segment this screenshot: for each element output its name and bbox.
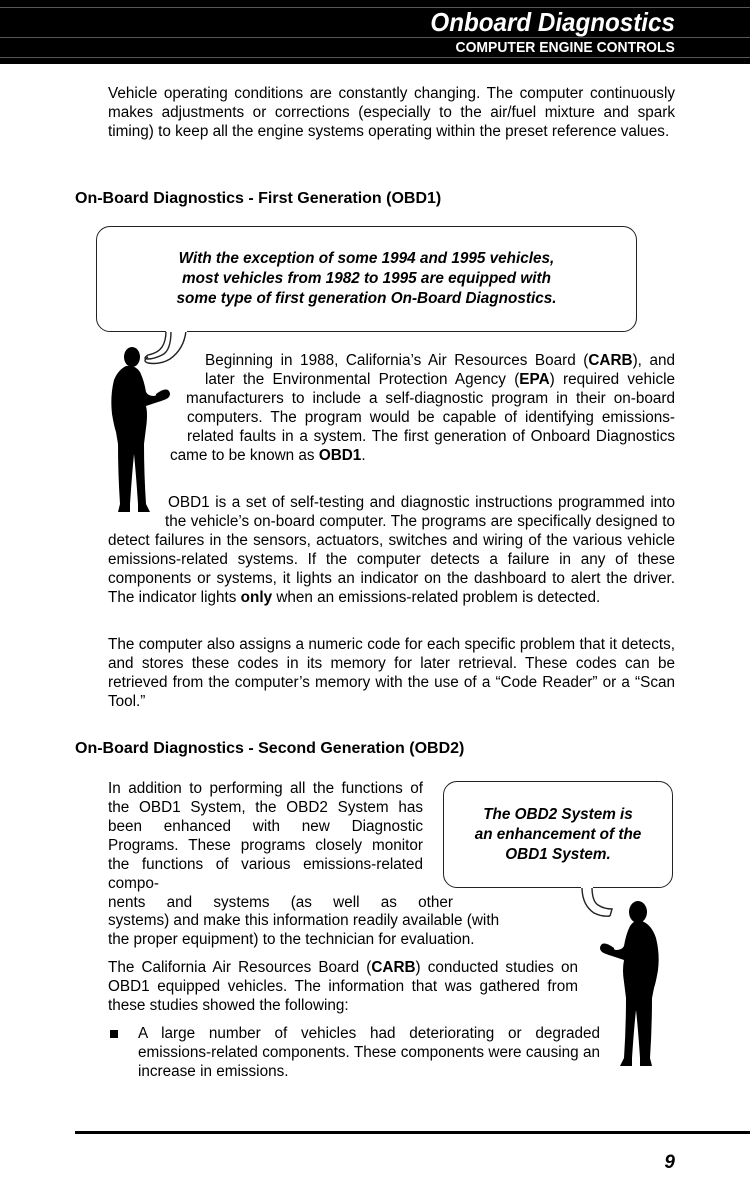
- footer-rule: [75, 1131, 750, 1134]
- obd2-paragraph-1-cont: nents and systems (as well as other: [108, 894, 453, 911]
- page-header: [0, 0, 750, 64]
- speech-bubble-obd1: [96, 226, 637, 332]
- obd2-paragraph-2: [108, 958, 578, 1015]
- obd2-paragraph-1-cont: systems) and make this information readily available (with: [108, 912, 500, 929]
- bubble-line: some type of first generation On-Board Diagnostics.: [176, 290, 557, 307]
- acronym-epa: EPA: [519, 371, 550, 388]
- obd2-p2-text: The California Air Resources Board (: [108, 959, 372, 976]
- obd1-p2-text: when an emissions-related problem is detected.: [272, 589, 601, 606]
- bullet-square-icon: [110, 1030, 118, 1038]
- obd1-p1-text: Beginning in 1988, California’s Air Resources Board (: [205, 352, 589, 369]
- section-heading-obd1: On-Board Diagnostics - First Generation (OBD1): [75, 190, 442, 207]
- term-obd1: OBD1: [318, 447, 362, 464]
- header-subtitle: COMPUTER ENGINE CONTROLS: [455, 39, 675, 56]
- bubble-line: most vehicles from 1982 to 1995 are equipped with: [182, 270, 551, 287]
- bubble-line: The OBD2 System is: [483, 805, 633, 823]
- obd1-paragraph-2: [108, 493, 675, 607]
- obd1-p1-text: ) required vehicle manufacturers to include a self-diagnostic program in their on-board computers. The program would be capable of identifying emissions-related faults in a system. The first generation of Onboard Diagnostics came to be known as: [170, 371, 675, 464]
- intro-paragraph: Vehicle operating conditions are constantly changing. The computer continuously makes adjustments or corrections (especially to the air/fuel mixture and spark timing) to keep all the engine systems operating within the preset reference values.: [108, 85, 675, 140]
- header-title: Onboard Diagnostics: [430, 7, 675, 37]
- speech-bubble-obd2: [443, 781, 673, 888]
- obd2-paragraph-1-cont: the proper equipment) to the technician for evaluation.: [108, 931, 475, 948]
- obd2-paragraph-1: In addition to performing all the functions of the OBD1 System, the OBD2 System has been enhanced with new Diagnostic Programs. These programs closely monitor the functions of various emissions-related compo-: [108, 780, 423, 892]
- acronym-carb: CARB: [371, 959, 416, 976]
- list-item: A large number of vehicles had deteriorating or degraded emissions-related components. These components were causing an increase in emissions.: [138, 1025, 600, 1080]
- obd1-paragraph-1: [108, 351, 675, 485]
- header-rule: [0, 57, 750, 58]
- obd1-p1-text: .: [361, 447, 366, 464]
- obd1-p2-text: OBD1 is a set of self-testing and diagnostic instructions programmed into the vehicle’s on-board computer. The programs are specifically designed to detect failures in the sensors, actuators, switches and wiring of the various vehicle emissions-related systems. If the computer detects a failure in any of these components or systems, it lights an indicator on the dashboard to alert the driver. The indicator lights: [108, 494, 675, 606]
- bubble-line: With the exception of some 1994 and 1995 vehicles,: [178, 250, 555, 267]
- emphasis-only: only: [240, 589, 273, 606]
- obd2-p2-text: ) conducted studies on OBD1 equipped vehicles. The information that was gathered from these studies showed the following:: [108, 959, 579, 1014]
- section-heading-obd2: On-Board Diagnostics - Second Generation (OBD2): [75, 740, 465, 757]
- acronym-carb: CARB: [588, 352, 633, 369]
- bubble-line: OBD1 System.: [505, 845, 611, 863]
- obd1-paragraph-3: The computer also assigns a numeric code for each specific problem that it detects, and stores these codes in its memory for later retrieval. These codes can be retrieved from the computer’s memory with the use of a “Code Reader” or a “Scan Tool.”: [108, 636, 675, 710]
- bubble-line: an enhancement of the: [474, 825, 642, 843]
- page-number: 9: [664, 1152, 675, 1173]
- obd1-p1-text: ), and later the Environmental Protection Agency (: [205, 352, 675, 388]
- presenter-silhouette-icon: [598, 898, 662, 1070]
